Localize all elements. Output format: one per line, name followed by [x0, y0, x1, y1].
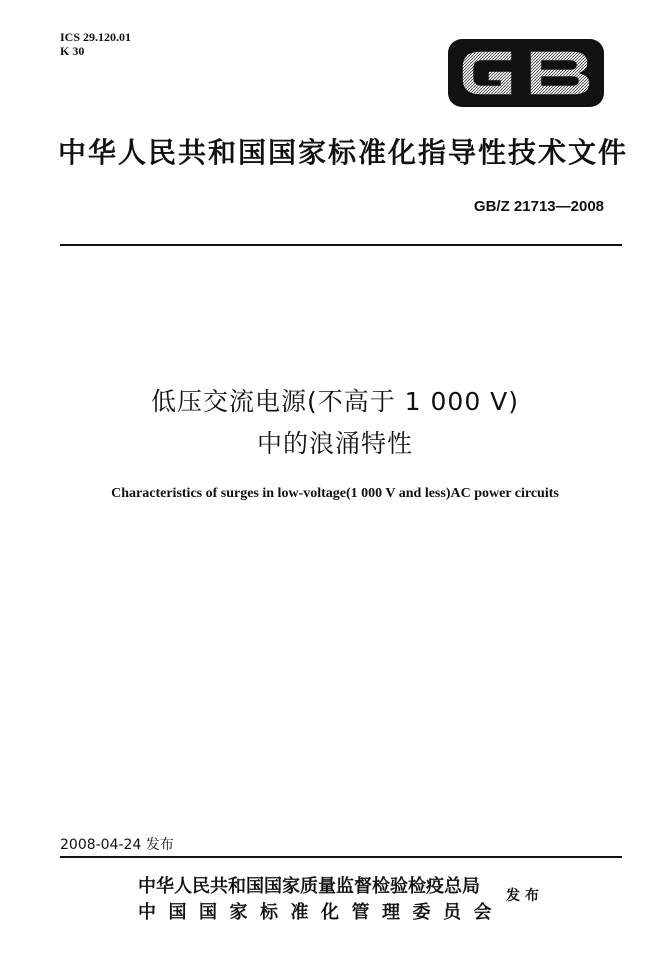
classification-block: [60, 30, 131, 58]
document-type-title: 中华人民共和国国家标准化指导性技术文件: [58, 136, 629, 169]
ics-number: ICS 29.120.01: [60, 30, 132, 44]
classification-code: K 30: [60, 44, 85, 58]
issuer-sac: 中国国家标准化管理委员会: [138, 902, 504, 923]
chinese-title-line-2: 中的浪涌特性: [256, 429, 413, 458]
english-title: Characteristics of surges in low-voltage(1 000 V and less)AC power circuits: [111, 486, 559, 501]
standard-number: GB/Z 21713—2008: [473, 198, 604, 215]
publish-label: 发布: [506, 888, 544, 904]
chinese-title-line-1: 低压交流电源(不高于 1 000 V): [150, 387, 520, 416]
gb-logo-icon: [446, 37, 606, 109]
issue-date: 2008-04-24 发布: [60, 837, 174, 853]
header-divider: [60, 244, 622, 246]
footer-divider: [60, 856, 622, 858]
issuer-aqsiq: 中华人民共和国国家质量监督检验检疫总局: [138, 876, 480, 897]
